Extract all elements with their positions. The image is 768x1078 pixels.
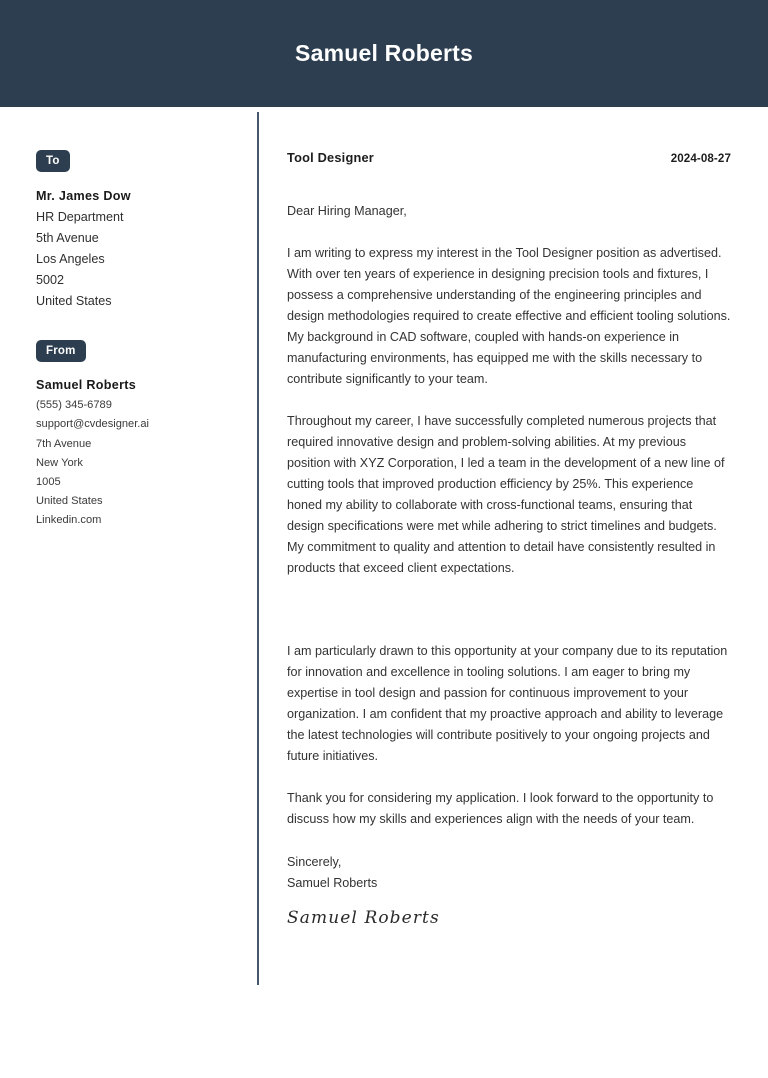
job-title: Tool Designer xyxy=(287,150,374,165)
recipient-address-line: 5th Avenue xyxy=(36,231,99,246)
recipient-address-line: HR Department xyxy=(36,210,124,225)
letter-date: 2024-08-27 xyxy=(670,152,731,165)
recipient-address-line: Los Angeles xyxy=(36,252,105,267)
sender-address-line: 1005 xyxy=(36,475,61,488)
sender-phone: (555) 345-6789 xyxy=(36,399,112,412)
recipient-address-line: United States xyxy=(36,294,112,309)
letter-paragraph: Thank you for considering my application. I look forward to the opportunity to discuss how my skills and experiences align with the needs of your team. xyxy=(287,791,714,826)
sender-address-line: New York xyxy=(36,456,83,469)
sender-email[interactable]: support@cvdesigner.ai xyxy=(36,418,150,431)
letter-paragraph: I am writing to express my interest in the Tool Designer position as advertised. With over ten years of experience in designing precision tools and fixtures, I possess a comprehensive understanding of the engineering principles and design methodologies required to create effective and efficient tooling solutions. My background in CAD software, coupled with hands-on experience in manufacturing environments, has equipped me with the skills necessary to contribute significantly to your team. xyxy=(287,246,731,386)
sender-address-line: 7th Avenue xyxy=(36,437,92,450)
recipient-address-block xyxy=(36,186,236,312)
letter-body xyxy=(287,150,731,928)
recipient-section xyxy=(36,150,236,312)
recipient-name: Mr. James Dow xyxy=(36,189,131,204)
page-title: Samuel Roberts xyxy=(295,40,473,66)
closing-salutation: Sincerely, xyxy=(287,855,342,869)
letter-paragraph: I am particularly drawn to this opportunity at your company due to its reputation for innovation and excellence in tooling solutions. I am eager to bring my expertise in tool design and passion for continuous improvement to your organization. I am confident that my proactive approach and ability to leverage the latest technologies will contribute positively to your ongoing projects and future initiatives. xyxy=(287,644,728,763)
sender-address-block xyxy=(36,374,236,530)
closing-block xyxy=(287,852,731,894)
column-divider xyxy=(257,112,259,985)
letter-paragraph: Throughout my career, I have successfully completed numerous projects that required innovative design and problem-solving abilities. At my previous position with XYZ Corporation, I led a team in the development of a new line of cutting tools that improved production efficiency by 25%. This experience honed my ability to collaborate with cross-functional teams, ensuring that design specifications were met while adhering to strict timelines and budgets. My commitment to quality and attention to detail have consistently resulted in products that exceed client expectations. xyxy=(287,414,725,575)
letter-header-row xyxy=(287,150,731,165)
sender-name: Samuel Roberts xyxy=(36,378,137,393)
sender-address-line: United States xyxy=(36,495,103,508)
to-badge: To xyxy=(36,150,70,172)
document-header-banner xyxy=(0,0,768,107)
sender-section xyxy=(36,340,236,530)
signature: Samuel Roberts xyxy=(287,908,440,928)
recipient-address-line: 5002 xyxy=(36,273,65,288)
sidebar xyxy=(36,150,236,531)
salutation: Dear Hiring Manager, xyxy=(287,204,407,218)
from-badge: From xyxy=(36,340,86,362)
closing-name: Samuel Roberts xyxy=(287,876,378,890)
sender-linkedin-link[interactable]: Linkedin.com xyxy=(36,514,102,527)
